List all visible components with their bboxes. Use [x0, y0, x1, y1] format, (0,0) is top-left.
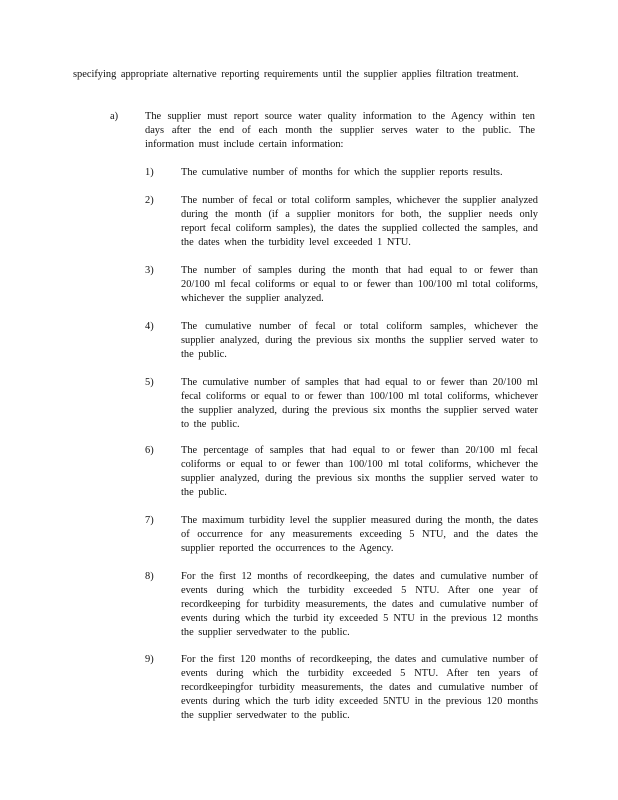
list-item-9 — [145, 653, 540, 723]
intro-paragraph: specifying appropriate alternative reporting requirements until the supplier applies filtration treatment. — [73, 69, 519, 80]
list-item-text: The maximum turbidity level the supplier measured during the month, the dates of occurrence for any measurements exceeding 5 NTU, and the dates the supplier reported the occurrences to the Agency. — [181, 515, 538, 554]
list-item-number: 3) — [145, 265, 154, 276]
list-item-7 — [145, 514, 540, 556]
list-item-number: 8) — [145, 571, 154, 582]
subsection-a-text: The supplier must report source water quality information to the Agency within ten days after the end of each month the supplier serves water to the public. The information must include certain information: — [145, 111, 535, 150]
list-item-5 — [145, 376, 540, 432]
list-item-text: The cumulative number of samples that had equal to or fewer than 20/100 ml fecal coliforms or equal to or fewer than 100/100 ml total coliforms, whichever the supplier analyzed, during the previous six months the supplier served water to the public. — [181, 377, 538, 430]
list-item-text: For the first 120 months of recordkeeping, the dates and cumulative number of events during which the turbidity exceeded 5 NTU. After ten years of recordkeepingfor turbidity measurements, the dates and cumulative number of events during which the turb idity exceeded 5NTU in the previous 120 months the supplier servedwater to the public. — [181, 654, 538, 721]
list-item-number: 6) — [145, 445, 154, 456]
list-item-number: 2) — [145, 195, 154, 206]
subsection-a-label: a) — [110, 111, 119, 122]
list-item-number: 9) — [145, 654, 154, 665]
list-item-text: The percentage of samples that had equal to or fewer than 20/100 ml fecal coliforms or equal to or fewer than 100/100 ml total coliforms, whichever the supplier analyzed, during the previous six months the supplier served water to the public. — [181, 445, 538, 498]
list-item-text: The number of fecal or total coliform samples, whichever the supplier analyzed during the month (if a supplier monitors for both, the supplier needs only report fecal coliform samples), the dates the supplied collected the samples, and the dates when the turbidity level exceeded 1 NTU. — [181, 195, 538, 248]
list-item-3 — [145, 264, 540, 306]
list-item-text: The cumulative number of months for which the supplier reports results. — [181, 167, 503, 178]
list-item-text: The cumulative number of fecal or total coliform samples, whichever the supplier analyzed, during the previous six months the supplier served water to the public. — [181, 321, 538, 360]
list-item-number: 4) — [145, 321, 154, 332]
list-item-6 — [145, 444, 540, 500]
list-item-1 — [145, 166, 540, 180]
list-item-text: The number of samples during the month that had equal to or fewer than 20/100 ml fecal coliforms or equal to or fewer than 100/100 ml total coliforms, whichever the supplier analyzed. — [181, 265, 538, 304]
list-item-text: For the first 12 months of recordkeeping, the dates and cumulative number of events during which the turbidity exceeded 5 NTU. After one year of recordkeeping for turbidity measurements, the dates and cumulative number of events during which the turbid ity exceeded 5 NTU in the previous 12 months the supplier servedwater to the public. — [181, 571, 538, 638]
list-item-2 — [145, 194, 540, 250]
list-item-number: 5) — [145, 377, 154, 388]
subsection-a — [110, 110, 535, 152]
list-item-8 — [145, 570, 540, 640]
list-item-number: 7) — [145, 515, 154, 526]
list-item-4 — [145, 320, 540, 362]
list-item-number: 1) — [145, 167, 154, 178]
